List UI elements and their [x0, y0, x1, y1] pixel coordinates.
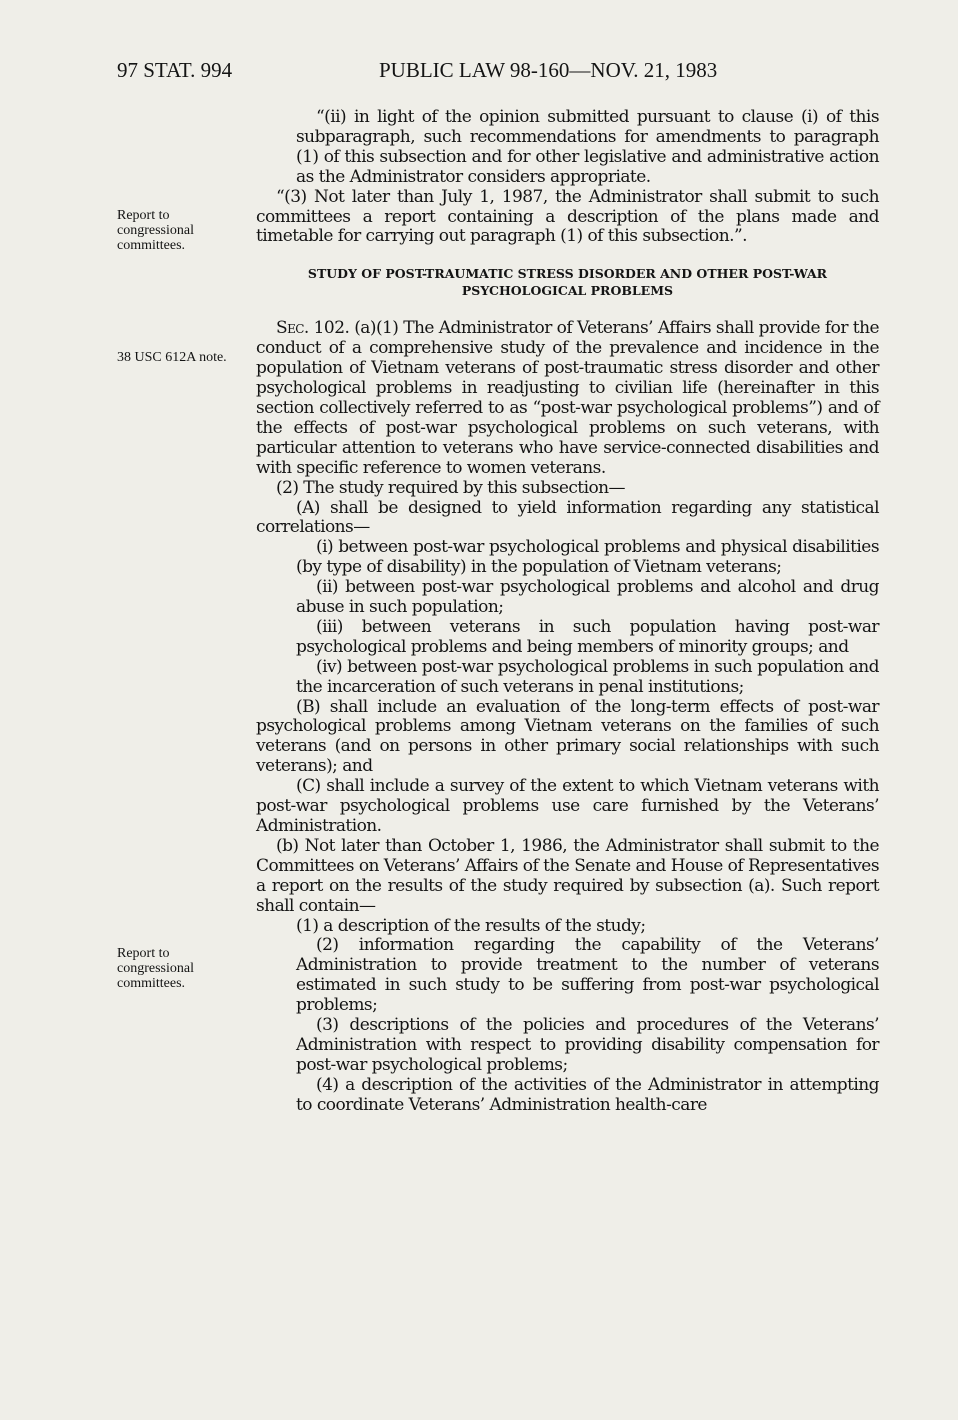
clause-iv: (iv) between post-war psychological problems in such population and the incarceration of such veterans in penal institutions; — [296, 656, 879, 697]
clause-ii: (ii) between post-war psychological problems and alcohol and drug abuse in such population; — [296, 577, 879, 618]
paragraph-clause-ii: “(ii) in light of the opinion submitted pursuant to clause (i) of this subparagraph, such recommendations for amendments to paragraph (1) of this subsection and for other legislative and administrative action as the Administrator considers appropriate. — [296, 107, 879, 187]
item-b2: (2) information regarding the capability of the Veterans’ Administration to provide treatment to the number of veterans estimated in such study to be suffering from post-war psychological problems; — [296, 935, 879, 1016]
subparagraph-B: (B) shall include an evaluation of the long-term effects of post-war psychological problems among Vietnam veterans on the families of such veterans (and on persons in other primary social relationships with such veterans); and — [256, 696, 879, 777]
statute-reference: 97 STAT. 994 — [117, 58, 233, 82]
item-b1: (1) a description of the results of the study; — [296, 915, 646, 936]
statute-body — [256, 108, 879, 1116]
margin-note-report-to-committees-2: Report to congressional committees. — [117, 946, 194, 991]
subsection-b: (b) Not later than October 1, 1986, the Administrator shall submit to the Committees on Veterans’ Affairs of the Senate and House of Representatives a report on the results of the study required by subsection (a). Such report shall contain— — [256, 835, 879, 916]
section-102-a1 — [256, 319, 879, 478]
subparagraph-C: (C) shall include a survey of the extent to which Vietnam veterans with post-war psychological problems use care furnished by the Veterans’ Administration. — [256, 776, 879, 836]
subparagraph-A: (A) shall be designed to yield information regarding any statistical correlations— — [256, 497, 879, 538]
clause-iii: (iii) between veterans in such population having post-war psychological problems and being members of minority groups; and — [296, 616, 879, 657]
margin-note-report-to-committees: Report to congressional committees. — [117, 208, 194, 253]
section-heading: STUDY OF POST-TRAUMATIC STRESS DISORDER AND OTHER POST-WAR PSYCHOLOGICAL PROBLEMS — [307, 266, 828, 299]
section-102-text: 102. (a)(1) The Administrator of Veterans’ Affairs shall provide for the conduct of a comprehensive study of the prevalence and incidence in the population of Vietnam veterans of post-traumatic stress disorder and other psychological problems in readjusting to civilian life (hereinafter in this section collectively referred to as “post-war psychological problems”) and of the effects of post-war psychological problems on such veterans, with particular attention to veterans who have service-connected disabilities and with specific reference to women veterans. — [256, 318, 879, 478]
public-law-title: PUBLIC LAW 98-160—NOV. 21, 1983 — [379, 58, 718, 82]
paragraph-a2: (2) The study required by this subsection— — [276, 477, 626, 498]
margin-note-usc-citation: 38 USC 612A note. — [117, 350, 227, 365]
paragraph-3: “(3) Not later than July 1, 1987, the Administrator shall submit to such committees a report containing a description of the plans made and timetable for carrying out paragraph (1) of this subsection.”. — [256, 186, 879, 247]
section-label: Sec. — [276, 318, 309, 339]
clause-i: (i) between post-war psychological problems and physical disabilities (by type of disability) in the population of Vietnam veterans; — [296, 537, 879, 578]
item-b4: (4) a description of the activities of the Administrator in attempting to coordinate Veterans’ Administration health-care — [296, 1074, 879, 1115]
page-header — [117, 58, 937, 82]
item-b3: (3) descriptions of the policies and procedures of the Veterans’ Administration with respect to providing disability compensation for post-war psychological problems; — [296, 1015, 879, 1075]
